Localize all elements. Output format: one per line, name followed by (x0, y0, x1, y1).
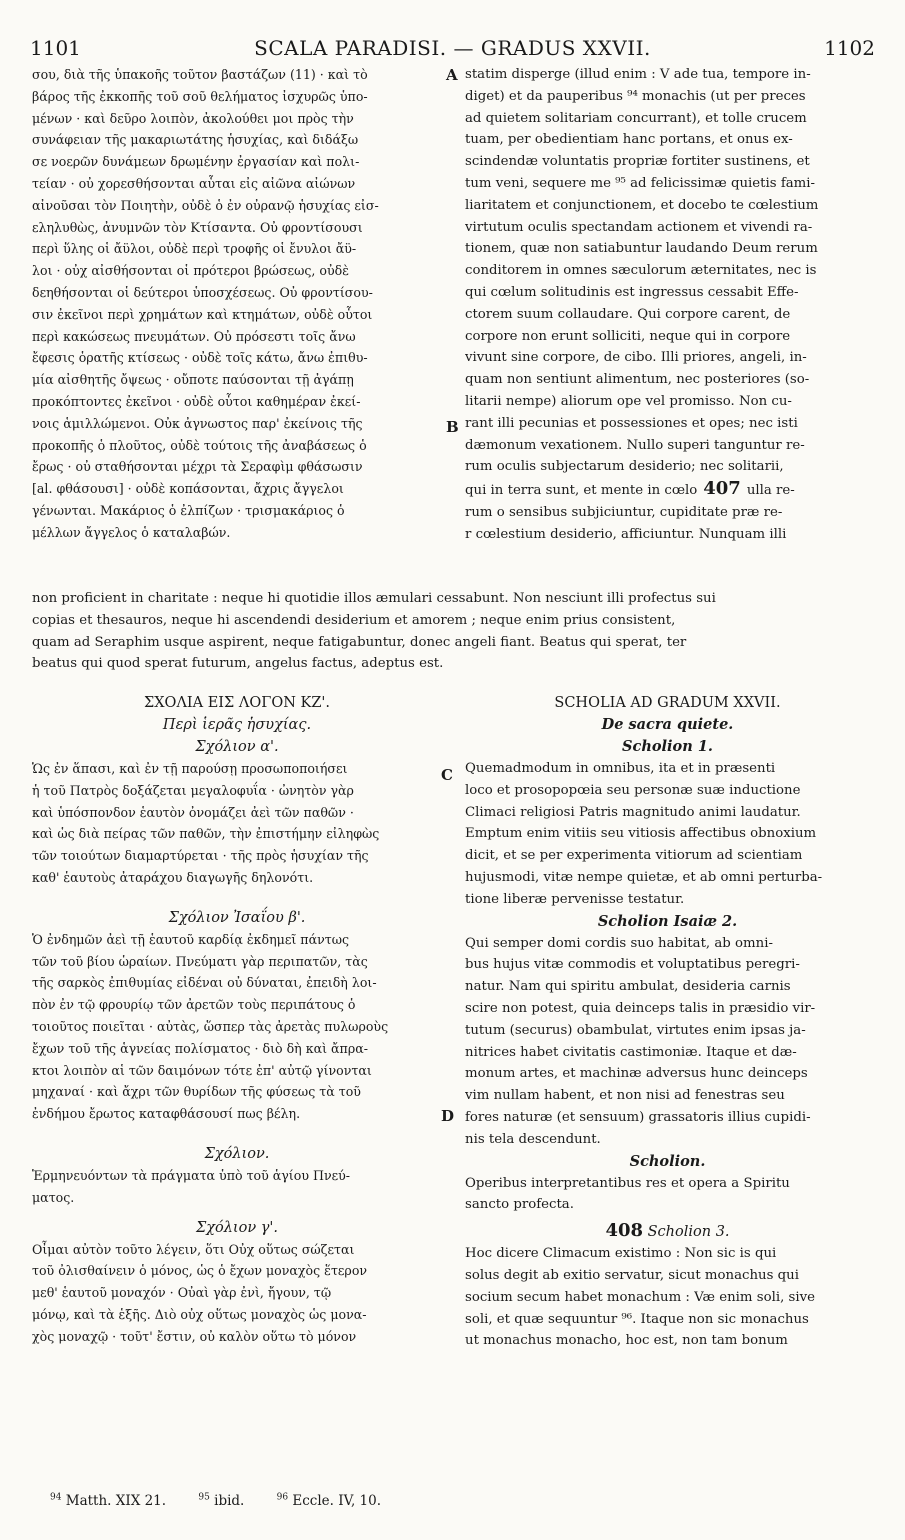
latin-scholion-line: vim nullam habent, et non nisi ad fenestras seu (465, 1088, 785, 1104)
latin-scholion-line: Hoc dicere Climacum existimo : Non sic is qui (465, 1246, 777, 1262)
latin-line: tum veni, sequere me ⁹⁵ ad felicissimæ quietis fami- (465, 175, 816, 191)
greek-line: [al. φθάσουσι] · οὐδὲ κοπάσονται, ἄχρις ἄγγελοι (32, 481, 344, 497)
latin-scholion-line: natur. Nam qui spiritu ambulat, desideria carnis (465, 979, 791, 995)
latin-scholion-line: ut monachus monacho, hoc est, non tam bonum (465, 1333, 788, 1349)
running-title: SCALA PARADISI. — GRADUS XXVII. (254, 36, 651, 60)
latin-line: scindendæ voluntatis propriæ fortiter sustinens, et (465, 154, 810, 170)
greek-scholion-2-title: Σχόλιον Ἰσαΐου β'. (168, 909, 306, 926)
greek-scholion-line: καθ' ἑαυτοὺς ἀταράχου διαγωγῆς δηλονότι. (32, 869, 314, 885)
greek-scholion-line: τῶν τοῦ βίου ὡραίων. Πνεύματι γὰρ περιπατῶν, τὰς (32, 953, 368, 969)
greek-line: σου, διὰ τῆς ὑπακοῆς τοῦτον βαστάζων (11) · καὶ τὸ (32, 67, 368, 82)
footnote-96: $^{96}$ Eccle. IV, 10. (276, 1492, 382, 1509)
greek-line: προκόπτοντες ἐκεῖνοι · οὐδὲ οὗτοι καθημέραν ἐκεί- (32, 393, 361, 409)
latin-scholion-line: bus hujus vitæ commodis et voluptatibus peregri- (465, 957, 800, 973)
latin-line: qui cœlum solitudinis est ingressus cessabit Effe- (465, 284, 799, 300)
latin-scholion-line: tione liberæ pervenisse testatur. (465, 891, 685, 907)
latin-scholion-line: tutum (securus) obambulat, virtutes enim ipsas ja- (465, 1022, 806, 1038)
greek-scholion-line: καὶ ὡς διὰ πείρας τῶν παθῶν, τὴν ἐπιστήμην εἰληφὼς (32, 826, 380, 842)
latin-scholion-line: monum artes, et machinæ adversus hunc deinceps (465, 1066, 808, 1082)
latin-scholion-line: nis tela descendunt. (465, 1131, 601, 1147)
greek-scholion-line: μηχαναί · καὶ ἄχρι τῶν θυρίδων τῆς φύσεως τὰ τοῦ (32, 1084, 361, 1100)
latin-line: ad quietem solitariam concurrant), et tolle crucem (465, 110, 807, 126)
footnotes (50, 1492, 409, 1509)
latin-scholion-line: Operibus interpretantibus res et opera a Spiritu (465, 1175, 790, 1191)
latin-scholia-subheading: De sacra quiete. (601, 716, 734, 733)
latin-line: copias et thesauros, neque hi ascendendi desiderium et amorem ; neque enim prius consistent, (32, 612, 676, 628)
latin-scholion-line: hujusmodi, vitæ nempe quietæ, et ab omni perturba- (465, 869, 823, 885)
greek-line: περὶ ὕλης οἱ ἄϋλοι, οὐδὲ περὶ τροφῆς οἱ ἔνυλοι ἄϋ- (32, 241, 357, 257)
greek-scholion-line: ματος. (32, 1189, 75, 1205)
margin-letter-c: C (441, 766, 453, 784)
greek-scholion-line: Ἑρμηνευόντων τὰ πράγματα ὑπὸ τοῦ ἁγίου Πνεύ- (32, 1167, 351, 1183)
page-number-left: 1101 (30, 36, 81, 60)
latin-line: statim disperge (illud enim : V ade tua, tempore in- (465, 67, 811, 82)
latin-line: litarii nempe) aliorum ope vel promisso. Non cu- (465, 393, 792, 409)
greek-scholia-column (32, 692, 442, 1348)
latin-scholion-3 (465, 1173, 870, 1217)
latin-line: ctorem suum collaudare. Qui corpore carent, de (465, 306, 791, 322)
greek-scholion-3-title: Σχόλιον. (204, 1145, 270, 1162)
greek-line: εληλυθὼς, ἀνυμνῶν τὸν Κτίσαντα. Οὐ φροντίσουσι (32, 219, 363, 235)
latin-scholion-4-title: Scholion 3. (647, 1224, 730, 1241)
greek-line: μία αἰσθητῆς ὄψεως · οὔποτε παύσονται τῇ ἀγάπῃ (32, 372, 354, 388)
greek-scholion-2 (32, 929, 442, 1125)
latin-line: tionem, quæ non satiabuntur laudando Deum rerum (465, 241, 818, 257)
latin-scholion-line: solus degit ab exitio servatur, sicut monachus qui (465, 1267, 799, 1283)
latin-scholion-line: nitrices habet civitatis castimoniæ. Itaque et dæ- (465, 1044, 797, 1060)
greek-line: ἔφεσις ὁρατῆς κτίσεως · οὐδὲ τοῖς κάτω, ἄνω ἐπιθυ- (32, 350, 368, 366)
latin-scholion-line: Qui semper domi cordis suo habitat, ab omni- (465, 935, 773, 951)
margin-letter-a: A (446, 66, 458, 84)
greek-scholion-line: τοιοῦτος ποιεῖται · αὐτὰς, ὥσπερ τὰς ἀρετὰς πυλωροὺς (32, 1018, 389, 1034)
latin-scholion-line: sancto profecta. (465, 1197, 574, 1213)
greek-line: περὶ κακώσεως πνευμάτων. Οὐ πρόσεστι τοῖς ἄνω (32, 328, 356, 344)
latin-line: rum o sensibus subjiciuntur, cupiditate præ re- (465, 504, 783, 520)
greek-line: σιν ἐκεῖνοι περὶ χρημάτων καὶ κτημάτων, οὐδὲ οὗτοι (32, 306, 373, 322)
greek-scholion-line: Ὁ ἐνδημῶν ἀεὶ τῇ ἑαυτοῦ καρδίᾳ ἐκδημεῖ πάντως (32, 931, 350, 947)
page-number-right: 1102 (824, 36, 875, 60)
latin-line: conditorem in omnes sæculorum æternitates, nec is (465, 263, 817, 279)
latin-line: virtutum oculis spectandam actionem et vivendi ra- (465, 219, 813, 235)
latin-line: vivunt sine corpore, de cibo. Illi priores, angeli, in- (465, 350, 807, 366)
greek-line: βάρος τῆς ἐκκοπῆς τοῦ σοῦ θελήματος ἰσχυρῶς ὑπο- (32, 88, 368, 104)
latin-scholion-line: soli, et quæ sequuntur ⁹⁶. Itaque non sic monachus (465, 1311, 809, 1327)
greek-scholion-line: καὶ ὑπόσπονδον ἑαυτὸν ὀνομάζει ἀεὶ τῶν παθῶν · (32, 804, 354, 820)
latin-line: non proficient in charitate : neque hi quotidie illos æmulari cessabunt. Non nesciunt illi profectus sui (32, 591, 716, 606)
greek-scholion-line: μόνῳ, καὶ τὰ ἑξῆς. Διὸ οὐχ οὕτως μοναχὸς ὡς μονα- (32, 1306, 367, 1322)
greek-line: τείαν · οὐ χορεσθήσονται αὗται εἰς αἰῶνα αἰώνων (32, 175, 356, 191)
latin-scholion-3-title: Scholion. (629, 1152, 706, 1170)
greek-scholion-4-title: Σχόλιον γ'. (195, 1219, 279, 1236)
latin-line: beatus qui quod sperat futurum, angelus factus, adeptus est. (32, 656, 444, 672)
latin-line: corpore non erunt solliciti, neque qui in corpore (465, 328, 791, 344)
greek-scholion-3 (32, 1165, 442, 1209)
latin-line: qui in terra sunt, et mente in cœlo 407 ulla re- (465, 478, 795, 500)
column-marker-408: 408 (605, 1220, 644, 1242)
latin-line: r cœlestium desiderio, afficiuntur. Nunquam illi (465, 526, 787, 542)
greek-line: προκοπῆς ὁ πλοῦτος, οὐδὲ τούτοις τῆς ἀναβάσεως ὁ (32, 437, 367, 453)
latin-continuation (32, 588, 870, 675)
greek-scholion-line: ἐνδήμου ἔρωτος καταφθάσουσί πως βέλη. (32, 1106, 301, 1122)
latin-scholion-line: fores naturæ (et sensuum) grassatoris illius cupidi- (465, 1109, 811, 1125)
greek-scholion-line: ἡ τοῦ Πατρὸς δοξάζεται μεγαλοφυΐα · ὠνητὸν γὰρ (32, 782, 354, 798)
footnote-95: $^{95}$ ibid. (198, 1492, 245, 1509)
greek-line: συνάφειαν τῆς μακαριωτάτης ἡσυχίας, καὶ διδάξω (32, 132, 359, 148)
greek-line: δεηθήσονται οἱ δεύτεροι ὑποσχέσεως. Οὐ φροντίσου- (32, 284, 373, 300)
greek-text-column (32, 64, 442, 544)
latin-line: rant illi pecunias et possessiones et opes; nec isti (465, 415, 798, 431)
latin-scholion-line: Emptum enim vitiis seu vitiosis affectibus obnoxium (465, 826, 817, 842)
latin-text-column (465, 64, 870, 546)
greek-line: μέλλων ἄγγελος ὁ καταλαβών. (32, 524, 231, 540)
greek-scholion-line: τῆς σαρκὸς ἐπιθυμίας εἰδέναι οὐ δύναται, ἐπειδὴ λοι- (32, 975, 377, 991)
greek-line: μένων · καὶ δεῦρο λοιπὸν, ἀκολούθει μοι πρὸς τὴν (32, 110, 354, 126)
latin-scholia-column (465, 692, 870, 1352)
greek-scholion-1-title: Σχόλιον α'. (195, 739, 279, 755)
latin-line: diget) et da pauperibus ⁹⁴ monachis (ut per preces (465, 88, 806, 104)
latin-scholion-line: scire non potest, quia deinceps talis in præsidio vir- (465, 1000, 816, 1016)
latin-line: tuam, per obedientiam hanc portans, et onus ex- (465, 132, 793, 148)
latin-scholion-line: dicit, et se per experimenta vitiorum ad scientiam (465, 848, 803, 864)
latin-scholion-line: Quemadmodum in omnibus, ita et in præsenti (465, 761, 776, 776)
latin-scholion-line: Climaci religiosi Patris magnitudo animi laudatur. (465, 804, 801, 820)
greek-scholion-line: χὸς μοναχῷ · τοῦτ' ἔστιν, οὐ καλὸν οὕτω τὸ μόνον (32, 1328, 357, 1344)
latin-scholion-2-title: Scholion Isaiæ 2. (597, 912, 738, 930)
latin-scholion-1-title: Scholion 1. (622, 738, 713, 755)
greek-line: λοι · οὐχ αἰσθήσονται οἱ πρότεροι βρώσεως, οὐδὲ (32, 263, 349, 279)
greek-scholion-line: πὸν ἐν τῷ φρουρίῳ τῶν ἀρετῶν τοὺς περιπάτους ὁ (32, 997, 356, 1013)
greek-scholia-heading: ΣΧΟΛΙΑ ΕΙΣ ΛΟΓΟΝ ΚΖ'. (143, 695, 331, 711)
margin-letter-b: B (446, 418, 459, 436)
latin-scholion-line: socium secum habet monachum : Væ enim soli, sive (465, 1289, 816, 1305)
greek-line: γένωνται. Μακάριος ὁ ἐλπίζων · τρισμακάριος ὁ (32, 502, 345, 518)
greek-scholion-line: τῶν τοιούτων διαμαρτύρεται · τῆς πρὸς ἡσυχίαν τῆς (32, 848, 369, 864)
greek-scholia-subheading: Περὶ ἱερᾶς ἡσυχίας. (162, 717, 312, 733)
latin-scholion-4 (465, 1243, 870, 1352)
latin-scholia-heading: SCHOLIA AD GRADUM XXVII. (554, 695, 781, 711)
greek-scholion-line: μεθ' ἑαυτοῦ μοναχόν · Οὐαὶ γὰρ ἐνὶ, ἤγουν, τῷ (32, 1285, 332, 1301)
greek-scholion-1 (32, 758, 442, 889)
greek-scholion-line: ἔχων τοῦ τῆς ἁγνείας πολίσματος · διὸ δὴ καὶ ἄπρα- (32, 1040, 368, 1056)
greek-scholion-line: κτοι λοιπὸν αἱ τῶν δαιμόνων τότε ἐπ' αὐτῷ γίνονται (32, 1062, 372, 1078)
footnote-94: $^{94}$ Matth. XIX 21. (50, 1492, 167, 1509)
latin-line: quam ad Seraphim usque aspirent, neque fatigabuntur, donec angeli fiant. Beatus qui sperat, ter (32, 634, 687, 650)
greek-scholion-line: Οἶμαι αὐτὸν τοῦτο λέγειν, ὅτι Οὐχ οὕτως σώζεται (32, 1241, 355, 1257)
greek-line: αἰνοῦσαι τὸν Ποιητὴν, οὐδὲ ὁ ἐν οὐρανῷ ἡσυχίας εἰσ- (32, 197, 379, 213)
latin-line: quam non sentiunt alimentum, nec posteriores (so- (465, 372, 810, 388)
latin-scholion-4-title-row (465, 1220, 870, 1243)
latin-scholion-line: loco et prosopopœia seu personæ suæ inductione (465, 782, 801, 798)
greek-scholion-line: Ὡς ἐν ἅπασι, καὶ ἐν τῇ παρούσῃ προσωποποιήσει (32, 761, 348, 776)
greek-scholion-4 (32, 1239, 442, 1348)
greek-scholion-line: τοῦ ὀλισθαίνειν ὁ μόνος, ὡς ὁ ἔχων μοναχὸς ἕτερον (32, 1263, 368, 1279)
latin-scholion-2 (465, 933, 870, 1151)
latin-line: dæmonum vexationem. Nullo superi tanguntur re- (465, 437, 805, 453)
greek-line: σε νοερῶν δυνάμεων δρωμένην ἐργασίαν καὶ πολι- (32, 154, 360, 170)
latin-line: liaritatem et conjunctionem, et docebo te cœlestium (465, 197, 819, 213)
column-marker-407: 407 (703, 478, 741, 500)
margin-letter-d: D (441, 1107, 455, 1125)
latin-line: rum oculis subjectarum desiderio; nec solitarii, (465, 459, 784, 475)
greek-line: νοις ἁμιλλώμενοι. Οὐκ ἀγνωστος παρ' ἐκείνοις τῆς (32, 415, 363, 431)
greek-line: ἔρως · οὐ σταθήσονται μέχρι τὰ Σεραφὶμ φθάσωσιν (32, 459, 363, 475)
page-header (30, 36, 875, 60)
latin-scholion-1 (465, 758, 870, 911)
